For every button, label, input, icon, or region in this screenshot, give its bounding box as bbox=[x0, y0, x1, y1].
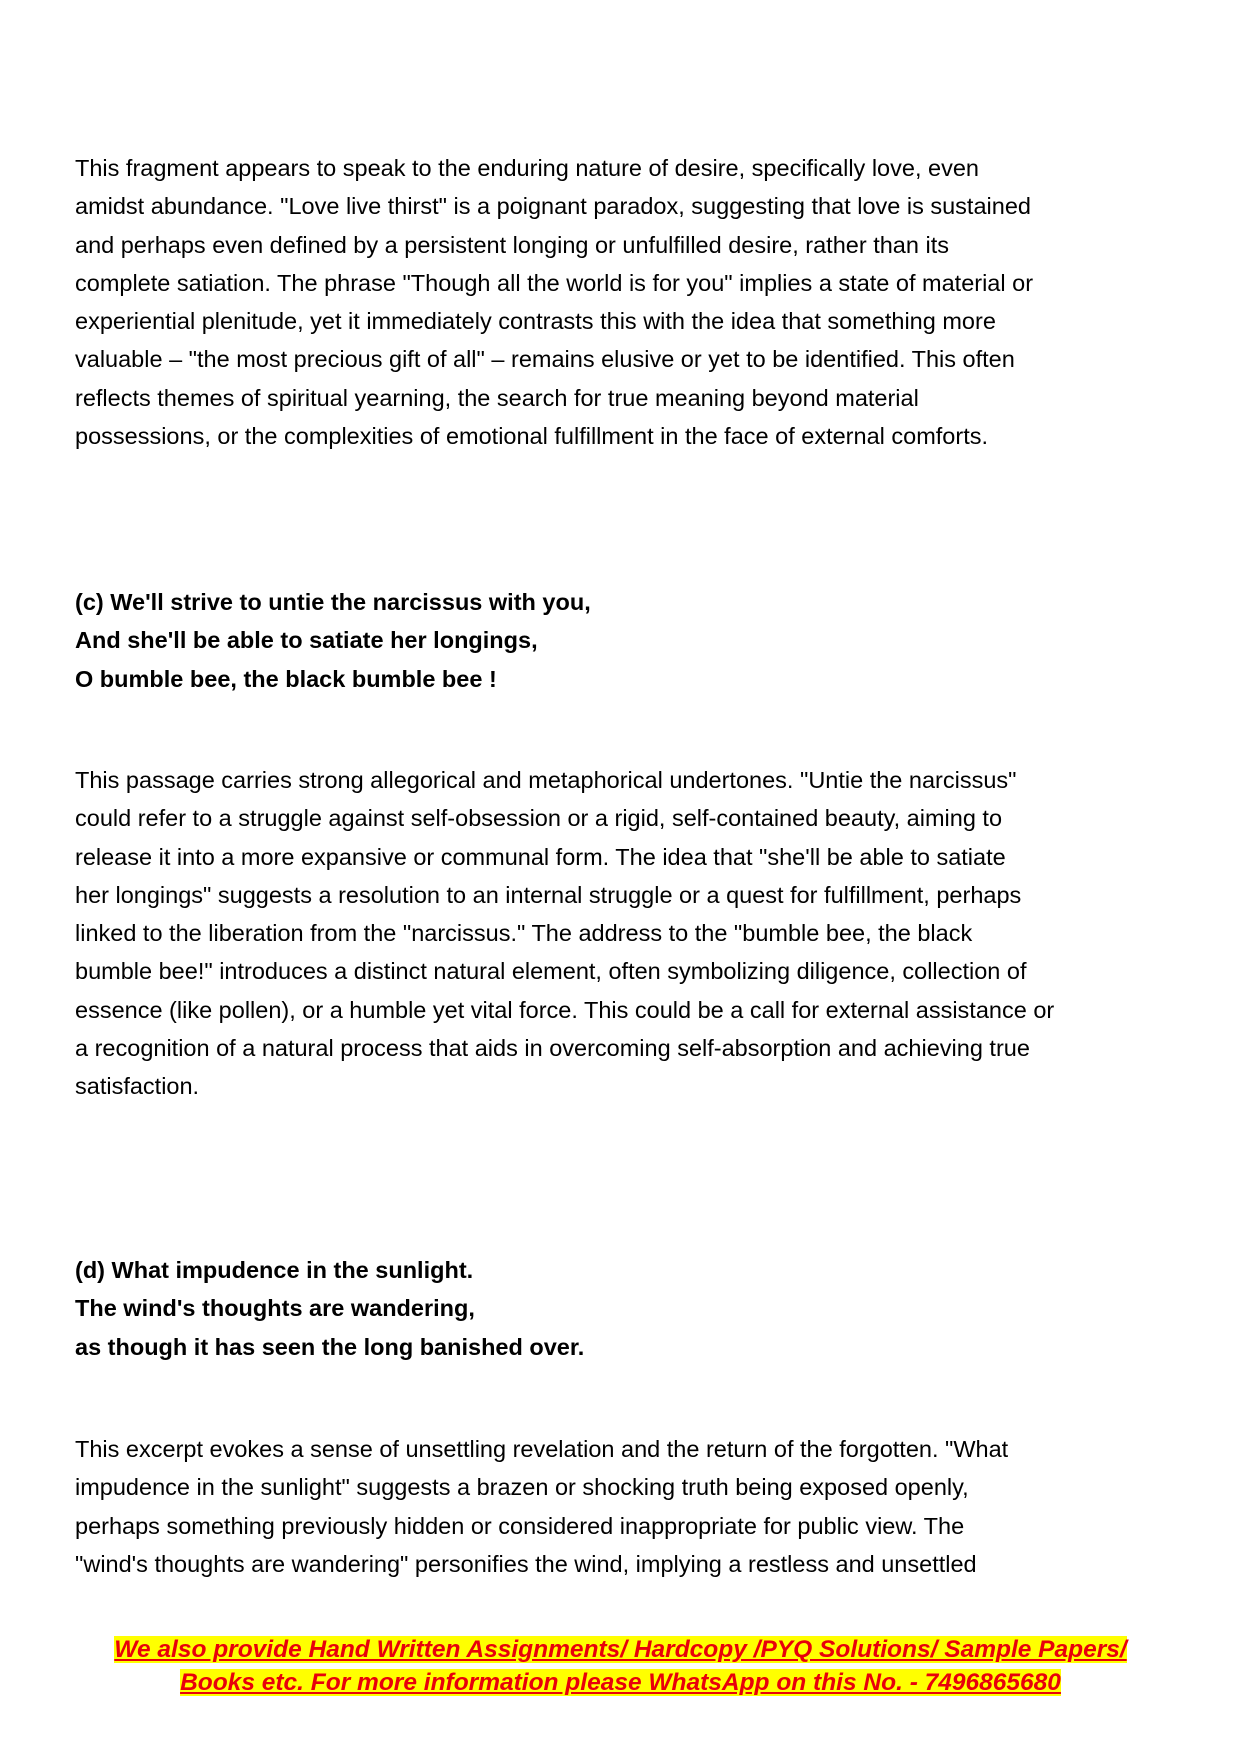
text-line: and perhaps even defined by a persistent longing or unfulfilled desire, rather than its bbox=[75, 231, 949, 258]
text-line: linked to the liberation from the "narcissus." The address to the "bumble bee, the black bbox=[75, 920, 973, 947]
text-line: bumble bee!" introduces a distinct natural element, often symbolizing diligence, collection of bbox=[75, 958, 1027, 985]
text-line: satisfaction. bbox=[75, 1073, 200, 1100]
text-line: essence (like pollen), or a humble yet vital force. This could be a call for external assistance or bbox=[75, 996, 1055, 1023]
text-line: her longings" suggests a resolution to an internal struggle or a quest for fulfillment, perhaps bbox=[75, 881, 1022, 908]
verse-line: The wind's thoughts are wandering, bbox=[75, 1295, 475, 1322]
footer-advertisement bbox=[0, 1633, 1241, 1699]
verse-line: (c) We'll strive to untie the narcissus with you, bbox=[75, 589, 591, 615]
text-line: impudence in the sunlight" suggests a brazen or shocking truth being exposed openly, bbox=[75, 1474, 969, 1501]
text-line: This fragment appears to speak to the enduring nature of desire, specifically love, even bbox=[75, 155, 979, 181]
text-line: valuable – "the most precious gift of all" – remains elusive or yet to be identified. This often bbox=[75, 346, 1015, 373]
text-line: possessions, or the complexities of emotional fulfillment in the face of external comforts. bbox=[75, 423, 989, 450]
text-line: "wind's thoughts are wandering" personifies the wind, implying a restless and unsettled bbox=[75, 1550, 977, 1577]
paragraph-d-commentary bbox=[75, 1430, 1175, 1583]
verse-line: as though it has seen the long banished over. bbox=[75, 1333, 585, 1360]
footer-line-1: We also provide Hand Written Assignments/ Hardcopy /PYQ Solutions/ Sample Papers/ bbox=[114, 1636, 1127, 1663]
verse-line: O bumble bee, the black bumble bee ! bbox=[75, 665, 497, 692]
text-line: This excerpt evokes a sense of unsettling revelation and the return of the forgotten. "What bbox=[75, 1436, 1009, 1462]
text-line: This passage carries strong allegorical and metaphorical undertones. "Untie the narcissus" bbox=[75, 767, 1017, 793]
verse-d bbox=[75, 1251, 1175, 1366]
text-line: complete satiation. The phrase "Though all the world is for you" implies a state of material or bbox=[75, 269, 1034, 296]
text-line: a recognition of a natural process that aids in overcoming self-absorption and achieving true bbox=[75, 1035, 1030, 1062]
paragraph-c-commentary bbox=[75, 761, 1175, 1106]
text-line: experiential plenitude, yet it immediately contrasts this with the idea that something more bbox=[75, 308, 996, 335]
verse-c bbox=[75, 583, 1175, 698]
text-line: perhaps something previously hidden or considered inappropriate for public view. The bbox=[75, 1512, 965, 1539]
text-line: could refer to a struggle against self-obsession or a rigid, self-contained beauty, aiming to bbox=[75, 805, 1003, 832]
text-line: reflects themes of spiritual yearning, the search for true meaning beyond material bbox=[75, 384, 919, 411]
paragraph-b-commentary bbox=[75, 149, 1175, 455]
verse-line: (d) What impudence in the sunlight. bbox=[75, 1257, 474, 1283]
footer-line-2: Books etc. For more information please WhatsApp on this No. - 7496865680 bbox=[180, 1669, 1061, 1696]
text-line: amidst abundance. "Love live thirst" is a poignant paradox, suggesting that love is sustained bbox=[75, 193, 1031, 220]
verse-line: And she'll be able to satiate her longings, bbox=[75, 627, 538, 654]
text-line: release it into a more expansive or communal form. The idea that "she'll be able to satiate bbox=[75, 843, 1006, 870]
